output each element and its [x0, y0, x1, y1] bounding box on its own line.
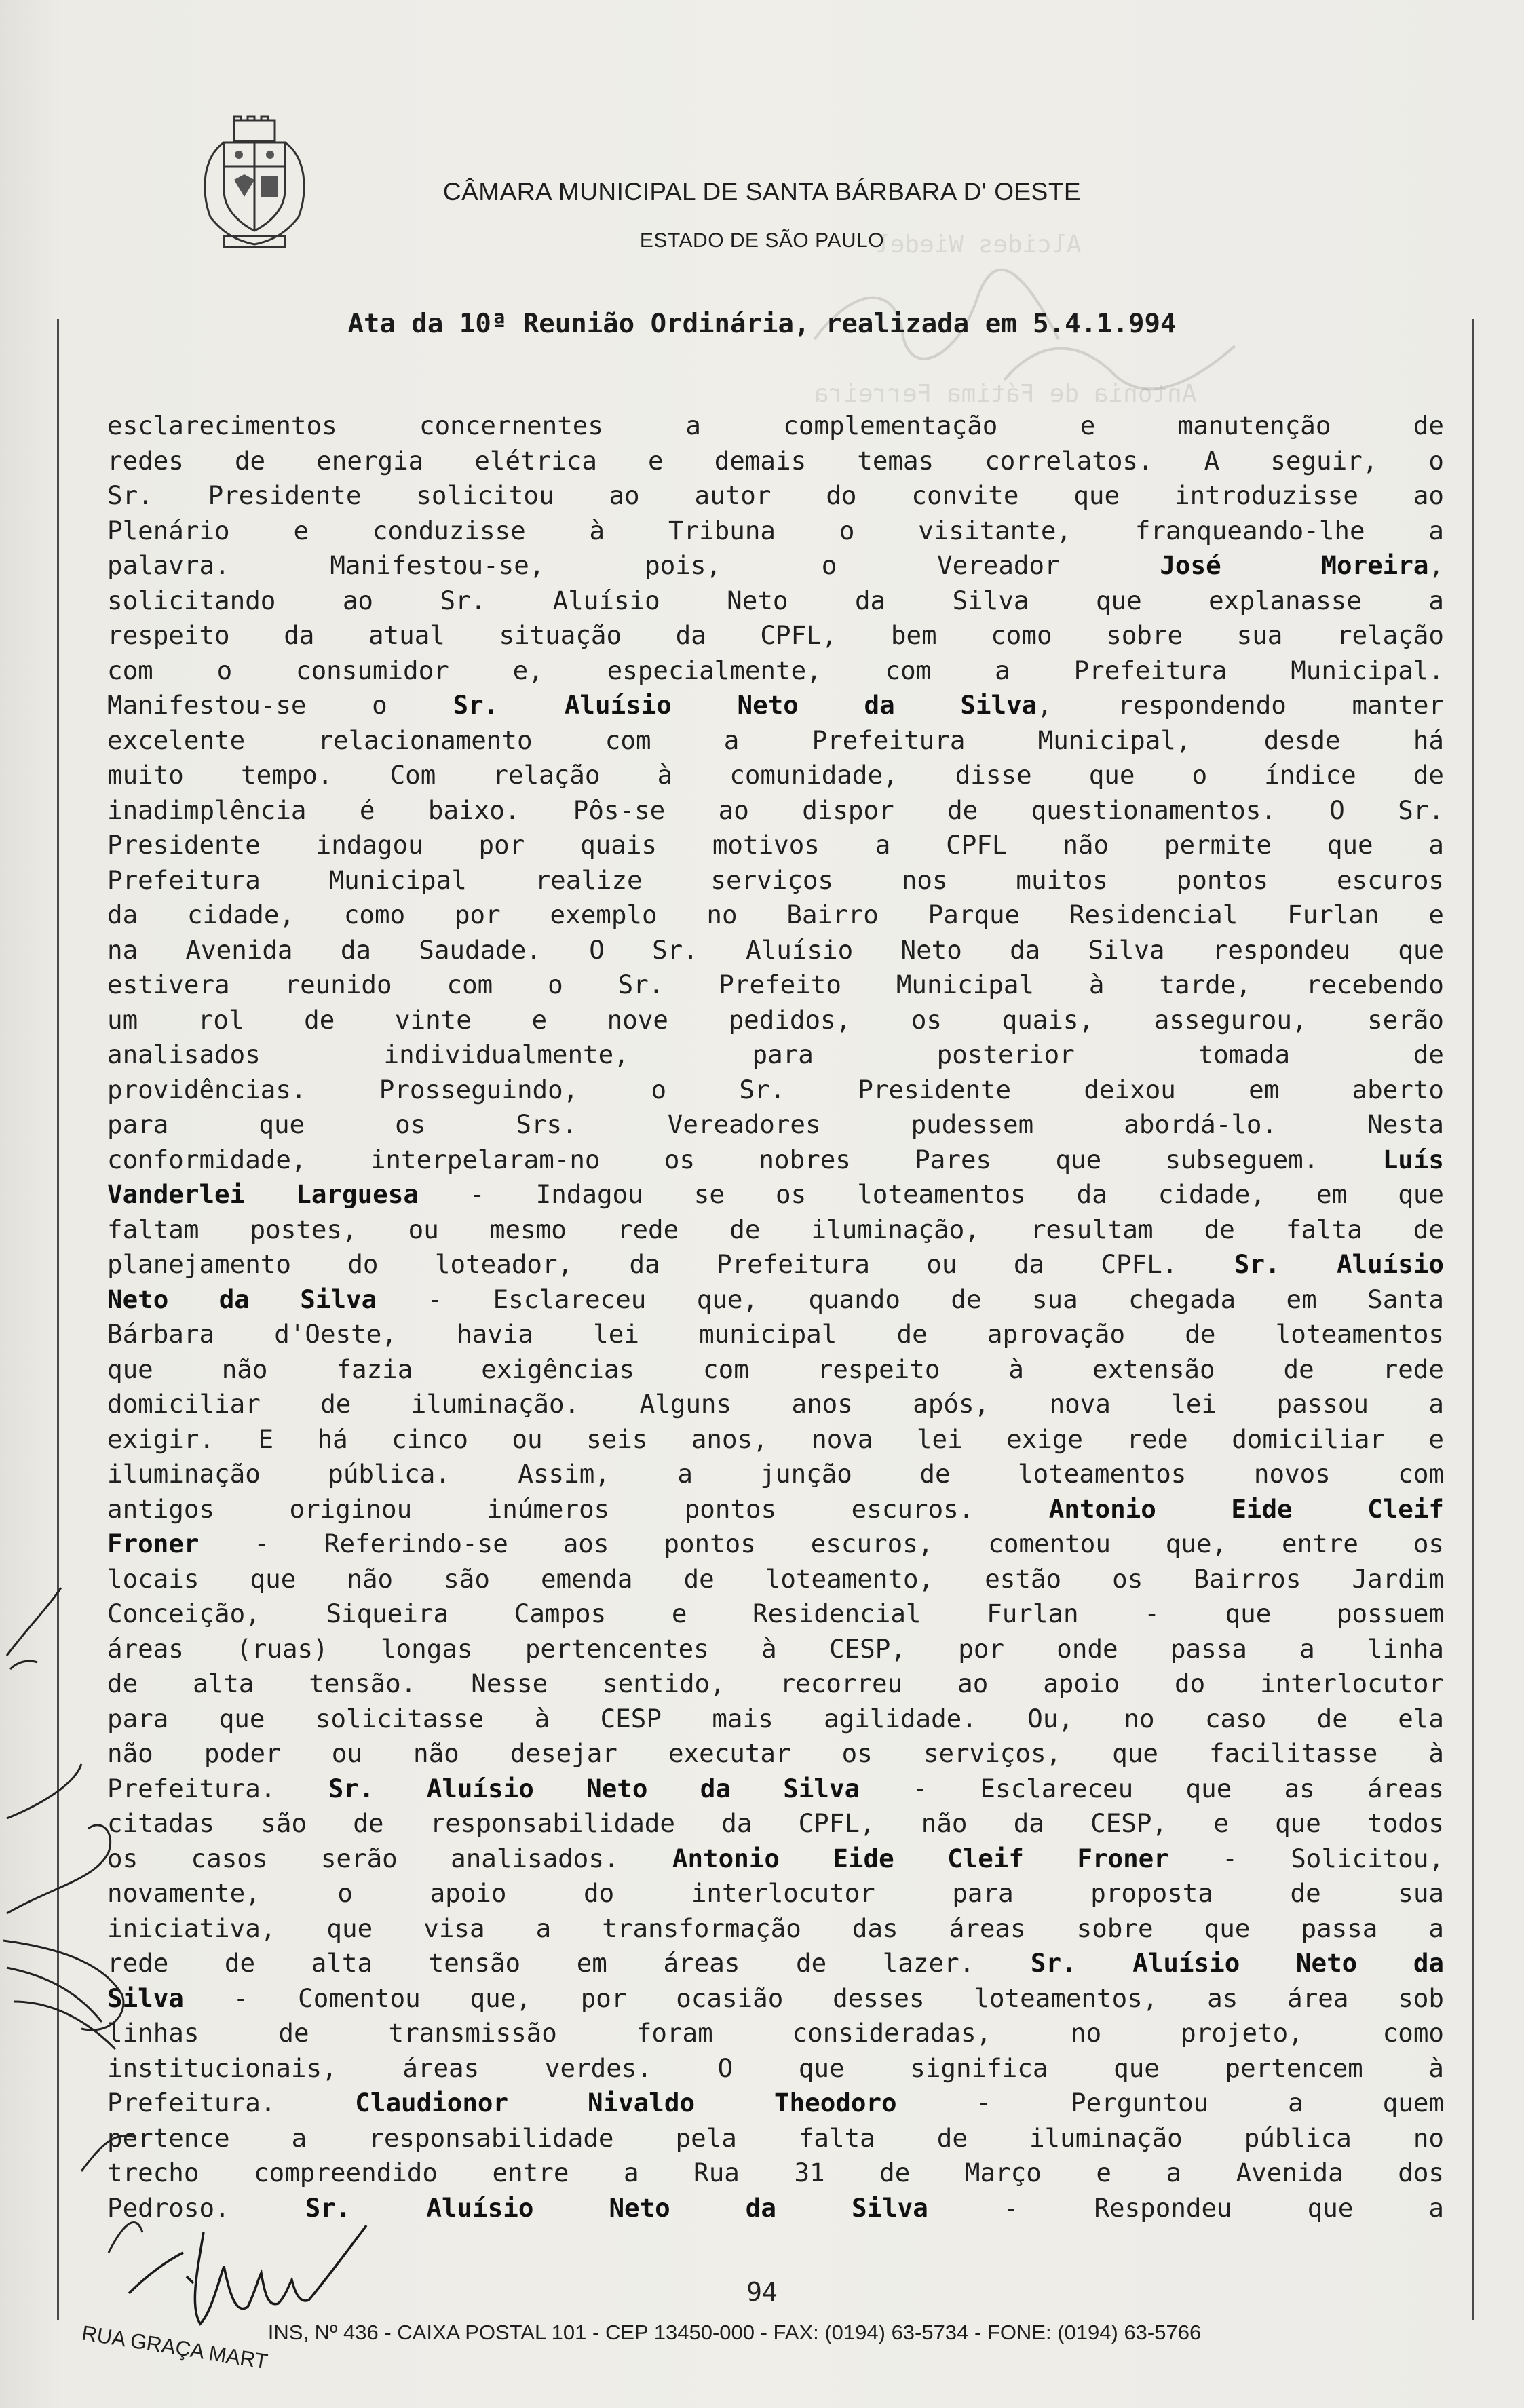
speaker-name: Sr. Aluísio Neto da Silva: [453, 690, 1037, 720]
text-segment: Bárbara d'Oeste, havia lei municipal de aprovação de loteamentos: [107, 1319, 1444, 1349]
text-line: [107, 444, 1444, 479]
text-segment: muito tempo. Com relação à comunidade, disse que o índice de: [107, 760, 1444, 790]
text-segment: - Indagou se os loteamentos da cidade, em que: [418, 1179, 1444, 1209]
text-segment: - Perguntou a quem: [896, 2088, 1444, 2118]
document-title: Ata da 10ª Reunião Ordinária, realizada em 5.4.1.994: [347, 309, 1177, 339]
text-segment: Conceição, Siqueira Campos e Residencial Furlan - que possuem: [107, 1599, 1444, 1628]
speaker-name: Antonio Eide Cleif Froner: [672, 1843, 1169, 1873]
text-segment: analisados individualmente, para posterior tomada de: [107, 1039, 1444, 1069]
text-segment: com o consumidor e, especialmente, com a Prefeitura Municipal.: [107, 655, 1444, 685]
text-segment: providências. Prosseguindo, o Sr. Presidente deixou em aberto: [107, 1074, 1444, 1105]
text-segment: antigos originou inúmeros pontos escuros.: [107, 1493, 1049, 1524]
text-segment: da cidade, como por exemplo no Bairro Parque Residencial Furlan e: [107, 900, 1444, 930]
text-segment: os casos serão analisados.: [107, 1843, 672, 1873]
text-segment: novamente, o apoio do interlocutor para proposta de sua: [107, 1878, 1444, 1908]
text-segment: Prefeitura.: [107, 2088, 356, 2118]
faint-signature-icon: [801, 258, 1276, 434]
text-segment: iniciativa, que visa a transformação das áreas sobre que passa a: [107, 1913, 1444, 1943]
text-segment: ,: [1428, 550, 1444, 580]
page-number: 94: [746, 2277, 778, 2307]
text-segment: palavra. Manifestou-se, pois, o Vereador: [107, 550, 1160, 580]
text-segment: Prefeitura.: [107, 1773, 328, 1803]
text-line: [107, 1527, 1444, 1562]
state-name: ESTADO DE SÃO PAULO: [639, 229, 885, 252]
text-segment: Plenário e conduzisse à Tribuna o visitante, franqueando-lhe a: [107, 515, 1444, 546]
text-line: [107, 1037, 1444, 1073]
speaker-name: Sr. Aluísio Neto da Silva: [328, 1773, 860, 1803]
footer-address: [80, 2320, 1505, 2374]
text-line: [107, 514, 1444, 549]
text-segment: pertence a responsabilidade pela falta de iluminação pública no: [107, 2122, 1444, 2153]
text-segment: planejamento do loteador, da Prefeitura ou da CPFL.: [107, 1249, 1234, 1279]
speaker-name: Vanderlei Larguesa: [107, 1179, 419, 1209]
text-segment: excelente relacionamento com a Prefeitura Municipal, desde há: [107, 725, 1444, 755]
text-segment: institucionais, áreas verdes. O que significa que pertencem à: [107, 2052, 1444, 2083]
text-line: [107, 1422, 1444, 1457]
text-segment: conformidade, interpelaram-no os nobres Pares que subseguem.: [107, 1144, 1383, 1174]
text-segment: áreas (ruas) longas pertencentes à CESP, por onde passa a linha: [107, 1633, 1444, 1664]
bleed-through-text: Alcides Wiedel: [875, 231, 1082, 259]
text-segment: locais que não são emenda de loteamento, estão os Bairros Jardim: [107, 1563, 1444, 1594]
text-segment: - Comentou que, por ocasião desses loteamentos, as área sob: [183, 1983, 1444, 2013]
speaker-name: Neto da Silva: [107, 1284, 377, 1314]
text-segment: rede de alta tensão em áreas de lazer.: [107, 1948, 1031, 1978]
text-line: [107, 1107, 1444, 1143]
institution-name: CÂMARA MUNICIPAL DE SANTA BÁRBARA D' OESTE: [442, 178, 1082, 206]
text-segment: domiciliar de iluminação. Alguns anos após, nova lei passou a: [107, 1389, 1444, 1419]
text-line: [107, 688, 1444, 723]
text-segment: um rol de vinte e nove pedidos, os quais, assegurou, serão: [107, 1004, 1444, 1035]
text-segment: faltam postes, ou mesmo rede de iluminação, resultam de falta de: [107, 1214, 1444, 1244]
text-segment: Sr. Presidente solicitou ao autor do convite que introduzisse ao: [107, 480, 1444, 510]
speaker-name: Silva: [107, 1983, 184, 2013]
speaker-name: Luís: [1382, 1144, 1444, 1174]
text-line: [107, 653, 1444, 689]
text-line: [107, 1282, 1444, 1318]
text-segment: estivera reunido com o Sr. Prefeito Municipal à tarde, recebendo: [107, 970, 1444, 999]
text-segment: respeito da atual situação da CPFL, bem como sobre sua relação: [107, 620, 1444, 650]
text-line: [107, 863, 1444, 898]
text-segment: - Esclareceu que, quando de sua chegada em Santa: [377, 1284, 1444, 1314]
text-line: [107, 828, 1444, 863]
right-margin-rule: [1472, 319, 1474, 2320]
text-segment: - Respondeu que a: [928, 2192, 1444, 2223]
text-segment: inadimplência é baixo. Pôs-se ao dispor de questionamentos. O Sr.: [107, 795, 1444, 825]
text-segment: para que os Srs. Vereadores pudessem abordá-lo. Nesta: [107, 1109, 1444, 1139]
speaker-name: Froner: [107, 1529, 199, 1559]
text-line: [107, 758, 1444, 793]
text-line: [107, 408, 1444, 444]
speaker-name: Sr. Aluísio Neto da: [1030, 1948, 1444, 1978]
text-line: [107, 1352, 1444, 1388]
text-line: [107, 1177, 1444, 1212]
text-segment: de alta tensão. Nesse sentido, recorreu ao apoio do interlocutor: [107, 1668, 1444, 1698]
text-line: [107, 793, 1444, 828]
text-segment: não poder ou não desejar executar os serviços, que facilitasse à: [107, 1738, 1444, 1768]
text-line: [107, 548, 1444, 584]
text-line: [107, 1492, 1444, 1527]
text-line: [107, 1212, 1444, 1248]
text-line: [107, 968, 1444, 1003]
text-line: [107, 478, 1444, 514]
bleed-through-text: Antonia de Fátima Ferreira: [814, 380, 1197, 408]
text-segment: iluminação pública. Assim, a junção de loteamentos novos com: [107, 1459, 1444, 1489]
text-line: [107, 1317, 1444, 1352]
text-segment: trecho compreendido entre a Rua 31 de Março e a Avenida dos: [107, 2158, 1444, 2187]
text-line: [107, 1003, 1444, 1038]
text-line: [107, 1143, 1444, 1178]
text-line: [107, 1247, 1444, 1282]
text-line: [107, 1457, 1444, 1492]
text-line: [107, 1073, 1444, 1108]
text-segment: redes de energia elétrica e demais temas correlatos. A seguir, o: [107, 445, 1444, 476]
speaker-name: José Moreira: [1160, 550, 1429, 580]
text-segment: solicitando ao Sr. Aluísio Neto da Silva que explanasse a: [107, 585, 1444, 615]
text-segment: exigir. E há cinco ou seis anos, nova lei exige rede domiciliar e: [107, 1423, 1444, 1454]
text-segment: linhas de transmissão foram consideradas, no projeto, como: [107, 2018, 1444, 2048]
text-segment: Pedroso.: [107, 2192, 305, 2223]
footer-address-rest: INS, Nº 436 - CAIXA POSTAL 101 - CEP 13450-000 - FAX: (0194) 63-5734 - FONE: (0194) 63-5766: [267, 2320, 1202, 2344]
text-segment: , respondendo manter: [1037, 690, 1444, 720]
text-segment: citadas são de responsabilidade da CPFL, não da CESP, e que todos: [107, 1808, 1444, 1838]
text-segment: - Referindo-se aos pontos escuros, comentou que, entre os: [199, 1529, 1444, 1559]
speaker-name: Claudionor Nivaldo Theodoro: [355, 2088, 897, 2118]
text-line: [107, 584, 1444, 619]
footer-address-curved: RUA GRAÇA MART: [80, 2320, 269, 2374]
text-segment: para que solicitasse à CESP mais agilidade. Ou, no caso de ela: [107, 1703, 1444, 1734]
speaker-name: Sr. Aluísio: [1234, 1249, 1444, 1279]
text-segment: Presidente indagou por quais motivos a CPFL não permite que a: [107, 830, 1444, 860]
text-line: [107, 898, 1444, 933]
text-segment: - Solicitou,: [1168, 1843, 1444, 1873]
text-line: [107, 723, 1444, 759]
text-line: [107, 618, 1444, 653]
text-line: [107, 1387, 1444, 1422]
text-line: [107, 933, 1444, 968]
speaker-name: Antonio Eide Cleif: [1048, 1493, 1445, 1524]
speaker-name: Sr. Aluísio Neto da Silva: [305, 2192, 928, 2223]
text-segment: que não fazia exigências com respeito à extensão de rede: [107, 1354, 1444, 1384]
text-segment: na Avenida da Saudade. O Sr. Aluísio Neto da Silva respondeu que: [107, 934, 1444, 965]
text-segment: - Esclareceu que as áreas: [860, 1773, 1444, 1803]
text-segment: Prefeitura Municipal realize serviços nos muitos pontos escuros: [107, 864, 1444, 895]
text-segment: esclarecimentos concernentes a complementação e manutenção de: [107, 410, 1444, 440]
text-segment: Manifestou-se o: [107, 690, 453, 720]
